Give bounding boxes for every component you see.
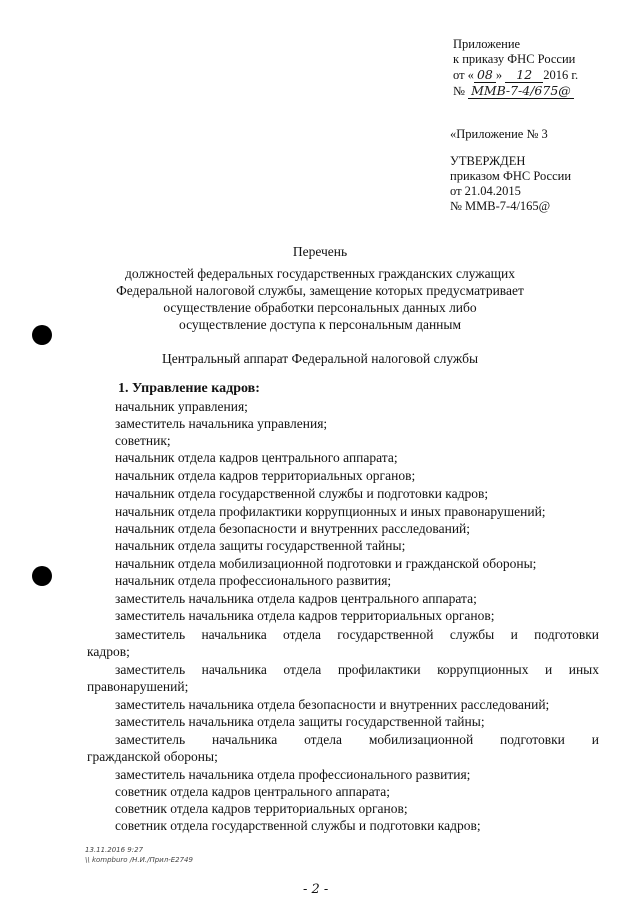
list-item: советник отдела государственной службы и подготовки кадров; [115, 818, 481, 833]
order-number [453, 83, 574, 99]
list-item: советник отдела кадров территориальных органов; [115, 801, 408, 816]
list-item: заместитель начальника отдела безопасности и внутренних расследований; [115, 697, 550, 712]
order-reference: к приказу ФНС России [453, 52, 576, 66]
list-item: начальник управления; [115, 399, 248, 414]
list-item: начальник отдела государственной службы и подготовки кадров; [115, 486, 489, 501]
list-item: начальник отдела профессионального развития; [115, 573, 392, 588]
list-item: советник отдела кадров центрального аппарата; [115, 784, 391, 799]
list-item: советник; [115, 433, 171, 448]
list-item: заместитель начальника отдела кадров центрального аппарата; [115, 591, 477, 606]
title-line: осуществление доступа к персональным данным [178, 317, 462, 332]
page-number: - 2 - [303, 882, 329, 897]
title-line: должностей федеральных государственных гражданских служащих [125, 266, 515, 281]
list-item: заместитель начальника отдела мобилизационной подготовки и [115, 732, 599, 747]
section-heading: 1. Управление кадров: [118, 381, 260, 396]
approved-order: приказом ФНС России [450, 169, 572, 183]
appendix3-label: «Приложение № 3 [450, 127, 548, 141]
list-item: заместитель начальника отдела кадров территориальных органов; [115, 608, 495, 623]
date-mid: » [495, 68, 503, 82]
date-month: 12 [505, 67, 543, 83]
punch-hole-bottom [32, 566, 52, 586]
list-item: заместитель начальника отдела государственной службы и подготовки [115, 627, 599, 642]
approved-label: УТВЕРЖДЕН [450, 154, 526, 168]
footer-timestamp: 13.11.2016 9:27 [85, 846, 144, 854]
list-item: начальник отдела кадров центрального аппарата; [115, 450, 398, 465]
date-year: 2016 г. [543, 68, 579, 82]
list-item: начальник отдела профилактики коррупционных и иных правонарушений; [115, 504, 546, 519]
list-item-continuation: правонарушений; [87, 679, 189, 694]
list-item: начальник отдела мобилизационной подготовки и гражданской обороны; [115, 556, 537, 571]
list-item: заместитель начальника отдела защиты государственной тайны; [115, 714, 485, 729]
date-prefix: от « [453, 68, 474, 82]
list-item-continuation: гражданской обороны; [87, 749, 218, 764]
list-item: начальник отдела безопасности и внутренних расследований; [115, 521, 471, 536]
title-line: Перечень [292, 244, 348, 259]
list-item: начальник отдела кадров территориальных органов; [115, 468, 416, 483]
list-item-continuation: кадров; [87, 644, 130, 659]
number-prefix: № [453, 84, 465, 98]
title-line: Федеральной налоговой службы, замещение которых предусматривает [116, 283, 524, 298]
order-date [453, 67, 578, 83]
title-line: осуществление обработки персональных данных либо [163, 300, 477, 315]
list-item: заместитель начальника управления; [115, 416, 328, 431]
appendix-label: Приложение [453, 37, 521, 51]
date-day: 08 [474, 67, 496, 83]
footer-path: \\ kompburo /Н.И./Прил-Е2749 [85, 856, 193, 864]
approved-date: от 21.04.2015 [450, 184, 521, 198]
list-item: заместитель начальника отдела профилактики коррупционных и иных [115, 662, 599, 677]
number-value: ММВ-7-4/675@ [468, 83, 574, 99]
list-item: начальник отдела защиты государственной тайны; [115, 538, 406, 553]
approved-number: № ММВ-7-4/165@ [450, 199, 551, 213]
subtitle: Центральный аппарат Федеральной налоговой службы [161, 351, 479, 366]
list-item: заместитель начальника отдела профессионального развития; [115, 767, 471, 782]
